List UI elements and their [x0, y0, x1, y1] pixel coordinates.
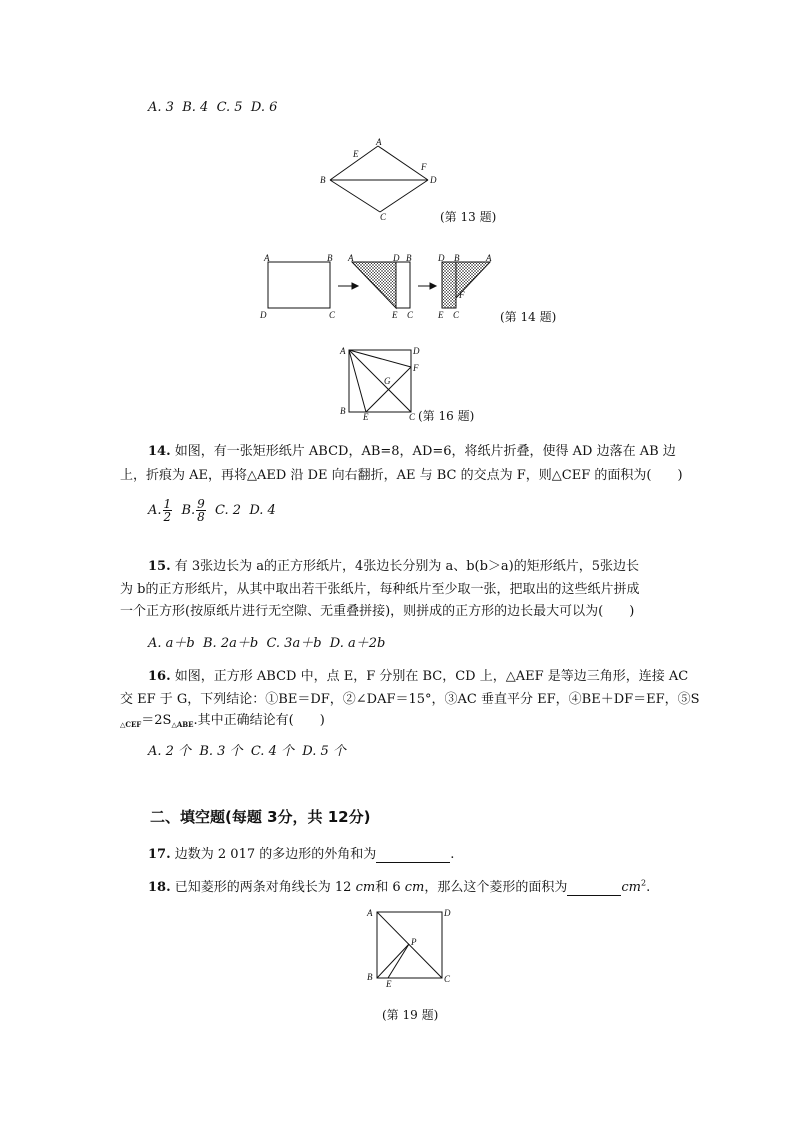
q13-option-d: D. 6 [250, 100, 278, 115]
label-e: E [353, 149, 359, 159]
q16-option-c: C. 4 个 [250, 744, 294, 759]
label-c: C [409, 412, 416, 422]
s3-label-d: D [438, 253, 445, 263]
q14-options [148, 498, 276, 523]
diagonal-ac [349, 350, 411, 412]
fig16-caption: (第 16 题) [418, 409, 475, 423]
s2-label-c: C [407, 310, 414, 320]
q14-b-denominator: 8 [197, 510, 205, 524]
label-d: D [444, 908, 451, 918]
fig13-caption: (第 13 题) [440, 210, 497, 224]
q15-number: 15. [148, 559, 171, 574]
q14-option-c: C. 2 [215, 503, 242, 518]
strip-2 [396, 262, 410, 308]
r1-label-b: B [327, 253, 333, 263]
q16-line-2 [120, 688, 700, 707]
label-e: E [363, 412, 369, 422]
q14-text-2: 上，折痕为 AE，再将△AED 沿 DE 向右翻折，AE 与 BC 的交点为 F，则△CEF 的面积为( ) [120, 468, 683, 483]
q18-sup: 2 [640, 878, 647, 888]
s3-label-c: C [453, 310, 460, 320]
q18-unit-1: cm [355, 880, 376, 895]
edge-cb [330, 180, 380, 212]
q17-text: 边数为 2 017 的多边形的外角和为 [174, 847, 377, 862]
q14-line-2 [120, 464, 683, 483]
q16-options [148, 740, 346, 759]
figure-14 [256, 250, 502, 322]
r1-label-d: D [260, 310, 267, 320]
segment-af [349, 350, 411, 367]
s2-label-a: A [348, 253, 354, 263]
q18-number: 18. [148, 880, 171, 895]
label-a: A [340, 346, 346, 356]
label-p: P [411, 937, 417, 947]
s3-label-b: B [454, 253, 460, 263]
s3-label-a: A [486, 253, 492, 263]
segment-ae [349, 350, 366, 412]
q16-text-end: .其中正确结论有( ) [193, 713, 325, 728]
q13-option-a: A. 3 [148, 100, 174, 115]
q14-number: 14. [148, 444, 171, 459]
q14-option-d: D. 4 [249, 503, 276, 518]
q18-line [148, 876, 650, 896]
q14-a-numerator: 1 [163, 497, 172, 511]
q16-text-1: 如图，正方形 ABCD 中，点 E，F 分别在 BC，CD 上，△AEF 是等边三角形，连接 AC [174, 669, 689, 684]
r1-label-a: A [264, 253, 270, 263]
q16-sub-abe: △ABE [171, 720, 194, 729]
q15-text-2: 为 b的正方形纸片，从其中取出若干张纸片，每种纸片至少取一张，把取出的这些纸片拼成 [120, 582, 640, 597]
edge-dc [380, 180, 428, 212]
figure-13 [310, 136, 450, 224]
q15-line-2 [120, 578, 639, 597]
q18-end: . [646, 880, 651, 895]
fig19-caption: (第 19 题) [382, 1008, 439, 1022]
label-d: D [430, 175, 437, 185]
s2-label-e: E [392, 310, 398, 320]
q15-option-b: B. 2a＋b [203, 636, 259, 651]
s2-label-b: B [406, 253, 412, 263]
q15-text-1: 有 3张边长为 a的正方形纸片，4张边长分别为 a、b(b＞a)的矩形纸片，5张边长 [174, 559, 640, 574]
q14-option-b-label: B. [181, 503, 196, 518]
q15-text-3: 一个正方形(按原纸片进行无空隙、无重叠拼接)，则拼成的正方形的边长最大可以为( ) [120, 604, 635, 619]
q15-options [148, 632, 385, 651]
q15-option-d: D. a＋2b [329, 636, 386, 651]
q16-option-d: D. 5 个 [302, 744, 346, 759]
q14-a-denominator: 2 [163, 510, 172, 524]
label-c: C [444, 974, 451, 984]
q14-option-b-fraction [196, 498, 206, 523]
folded-triangle-2 [352, 262, 396, 308]
label-b: B [340, 406, 346, 416]
q14-line-1 [148, 440, 676, 459]
arrow-icon [418, 283, 436, 289]
label-g: G [384, 376, 391, 386]
q18-unit-3: cm [621, 880, 641, 895]
s3-label-f: F [459, 290, 465, 300]
s2-label-d: D [393, 253, 400, 263]
q18-mid: 和 6 [375, 880, 405, 895]
label-b: B [367, 972, 373, 982]
s3-label-e: E [438, 310, 444, 320]
q14-option-a-fraction [163, 498, 173, 523]
q15-option-c: C. 3a＋b [266, 636, 322, 651]
q16-sub-cef: △CEF [120, 720, 142, 729]
label-a: A [367, 908, 373, 918]
q18-text-2: ，那么这个菱形的面积为 [424, 880, 568, 895]
q15-option-a: A. a＋b [148, 636, 195, 651]
fig14-caption: (第 14 题) [500, 310, 557, 324]
q14-option-a-label: A. [148, 503, 162, 518]
rect-abcd [268, 262, 330, 308]
label-f: F [413, 363, 419, 373]
strip-3 [442, 262, 456, 308]
arrow-icon [338, 283, 358, 289]
q18-answer-blank[interactable] [567, 880, 621, 896]
q13-option-b: B. 4 [182, 100, 209, 115]
r1-label-c: C [329, 310, 336, 320]
q16-text-mid: ＝2S [141, 713, 172, 728]
figure-16 [336, 342, 422, 422]
q18-unit-2: cm [404, 880, 425, 895]
label-e: E [386, 979, 392, 988]
q15-line-3 [120, 600, 634, 619]
q13-options [148, 100, 277, 115]
label-c: C [380, 212, 387, 222]
q17-end: . [450, 847, 455, 862]
q16-line-1 [148, 665, 688, 684]
segment-bp [377, 944, 409, 978]
q14-b-numerator: 9 [197, 497, 205, 511]
q16-line-3 [120, 709, 325, 729]
q16-option-b: B. 3 个 [199, 744, 243, 759]
section-2-heading: 二、填空题(每题 3分，共 12分) [150, 808, 371, 826]
q17-answer-blank[interactable] [376, 847, 450, 863]
label-a: A [376, 137, 382, 147]
label-d: D [413, 346, 420, 356]
q16-number: 16. [148, 669, 171, 684]
q14-text-1: 如图，有一张矩形纸片 ABCD，AB=8，AD=6，将纸片折叠，使得 AD 边落在 AB 边 [174, 444, 676, 459]
label-f: F [421, 162, 427, 172]
q17-line [148, 843, 454, 863]
q15-line-1 [148, 555, 639, 574]
figure-19 [362, 904, 458, 988]
label-b: B [320, 175, 326, 185]
q18-text: 已知菱形的两条对角线长为 12 [174, 880, 356, 895]
segment-ep [388, 944, 409, 978]
q16-text-2: 交 EF 于 G，下列结论：①BE＝DF，②∠DAF＝15°，③AC 垂直平分 EF，④BE＋DF＝EF，⑤S [120, 692, 700, 707]
q13-option-c: C. 5 [216, 100, 243, 115]
q16-option-a: A. 2 个 [148, 744, 192, 759]
q17-number: 17. [148, 847, 171, 862]
